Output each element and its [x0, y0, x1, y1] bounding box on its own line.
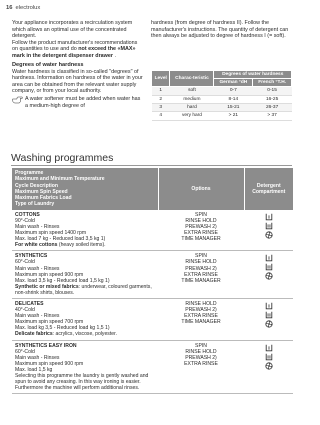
laundry-type-label: Synthetic or mixed fabrics [15, 283, 79, 290]
hardness-row [152, 104, 292, 112]
programme-name: COTTONS [15, 211, 40, 218]
programme-detail: Main wash - Rinses [15, 354, 60, 361]
programme-detail: 90°-Cold [15, 217, 35, 224]
detergent-compartment [244, 251, 293, 299]
programme-row [12, 251, 293, 299]
prewash-compartment-icon [265, 302, 273, 310]
th-characteristic: Charac-teristic [170, 71, 214, 87]
laundry-type-text: Selecting this programme the laundry is gently washed and spun to avoid any creasing. In this way ironing is easier. Furthermore the machine will perform additional rinses. [15, 373, 149, 392]
option-item: RINSE HOLD [185, 217, 217, 224]
option-item: TIME MANAGER [181, 236, 221, 243]
laundry-type-text: (heavy soiled items). [57, 242, 106, 249]
right-column [151, 20, 291, 40]
hardness-characteristic: very hard [170, 112, 214, 120]
option-item: RINSE HOLD [185, 259, 217, 266]
hardness-german: 8-14 [214, 95, 253, 103]
prewash-compartment-icon [265, 213, 273, 221]
th-degrees: Degrees of water hardness [214, 71, 292, 79]
softener-compartment-icon [265, 320, 273, 328]
main-wash-compartment-icon [265, 311, 273, 319]
prewash-compartment-icon [265, 254, 273, 262]
programme-detail: Max. load 1,5 kg [15, 366, 53, 373]
th-french: French °T.H. [253, 79, 292, 87]
hardness-heading: Degrees of water hardness [12, 62, 84, 69]
programme-detail: Max. load kg 3,5 - Reduced load kg 1,5 1) [15, 325, 110, 332]
hardness-row [152, 87, 292, 95]
th-german: German °dH [214, 79, 253, 87]
programme-description [12, 299, 158, 341]
programme-options [158, 299, 244, 341]
programme-options [158, 340, 244, 394]
programme-header-line: Maximum Spin Speed [15, 188, 68, 195]
hardness-french: 26-37 [253, 104, 292, 112]
laundry-type-label: For white cottons [15, 242, 58, 249]
hardness-french: 16-25 [253, 95, 292, 103]
detergent-icons [247, 253, 290, 280]
prewash-compartment-icon [265, 344, 273, 352]
softener-compartment-icon [265, 362, 273, 370]
programme-detail: Max. load 7 kg - Reduced load 3,5 kg 1) [15, 236, 106, 243]
laundry-type-text: : underwear, coloured garments, non-shrink shirts, blouses. [15, 283, 152, 296]
hardness-row [152, 95, 292, 103]
programme-header-line: Type of Laundry [15, 201, 55, 208]
programme-detail: 60°-Cold [15, 348, 35, 355]
programme-name: SYNTHETICS EASY IRON [15, 342, 77, 349]
detergent-compartment [244, 299, 293, 341]
hardness-characteristic: soft [170, 87, 214, 95]
hardness-row [152, 112, 292, 120]
option-item: PREWASH 2) [185, 223, 217, 230]
detergent-icons [247, 343, 290, 370]
programme-row [12, 340, 293, 394]
option-item: SPIN [195, 253, 207, 260]
detergent-compartment [244, 210, 293, 251]
option-item: PREWASH 2) [185, 265, 217, 272]
programme-header-line: Cycle Description [15, 182, 59, 189]
hardness-french: 0-15 [253, 87, 292, 95]
programme-detail: Maximum spin speed 900 rpm [15, 271, 84, 278]
programme-detail: Maximum spin speed 900 rpm [15, 360, 84, 367]
detergent-compartment [244, 340, 293, 394]
programme-name: DELICATES [15, 301, 44, 307]
option-item: EXTRA RINSE [184, 230, 218, 237]
softener-compartment-icon [265, 231, 273, 239]
th-programme [12, 168, 158, 210]
programme-detail: Maximum spin speed 700 rpm [15, 319, 84, 326]
programme-options [158, 251, 244, 299]
option-item: EXTRA RINSE [184, 360, 218, 367]
programmes-table [12, 168, 293, 394]
detergent-icons [247, 212, 290, 239]
option-item: RINSE HOLD [185, 348, 217, 355]
detergent-icons [247, 301, 290, 328]
follow-paragraph [12, 40, 144, 60]
hardness-german: 15-21 [214, 104, 253, 112]
programme-detail: Maximum spin speed 1400 rpm [15, 230, 87, 237]
th-detergent: Detergent Compartment [244, 168, 293, 210]
programme-options [158, 210, 244, 251]
programme-detail: Main wash - Rinses [15, 313, 60, 320]
softener-compartment-icon [265, 272, 273, 280]
right-text: hardness (from degree of hardness II). Follow the manufacturer's instructions. The quantity of detergent can then always be adjusted to degree of hardness I (= soft). [151, 20, 289, 40]
note-paragraph [12, 96, 144, 109]
th-options: Options [158, 168, 244, 210]
option-item: EXTRA RINSE [184, 313, 218, 320]
follow-post: . [112, 52, 116, 59]
programme-description [12, 340, 158, 394]
left-column [12, 20, 144, 109]
programme-description [12, 251, 158, 299]
option-item: TIME MANAGER [181, 319, 221, 326]
hardness-characteristic: hard [170, 104, 214, 112]
hardness-german: 0-7 [214, 87, 253, 95]
programme-header-line: Maximum and Minimum Temperature [15, 176, 105, 183]
hardness-level: 3 [152, 104, 170, 112]
section-title: Washing programmes [11, 152, 114, 164]
pointing-hand-icon [12, 96, 23, 104]
laundry-type-label: Delicate fabrics [15, 331, 53, 338]
hardness-characteristic: medium [170, 95, 214, 103]
hardness-level: 4 [152, 112, 170, 120]
section-divider [11, 165, 292, 166]
brand-name: electrolux [15, 5, 41, 11]
main-wash-compartment-icon [265, 353, 273, 361]
programme-detail: Max. load 3,5 kg - Reduced load 1,5 kg 1) [15, 277, 110, 284]
hardness-text: Water hardness is classified in so-called "degrees" of hardness. Information on hardness of the water in your area can be obtained from the relevant water supply company, or from your local authority. [12, 68, 143, 95]
hardness-french: > 37 [253, 112, 292, 120]
hardness-level: 2 [152, 95, 170, 103]
hardness-german: > 21 [214, 112, 253, 120]
option-item: SPIN [195, 211, 207, 218]
page-header [6, 5, 40, 11]
intro-paragraph: Your appliance incorporates a recirculation system which allows an optimal use of the concentrated detergent. [12, 20, 133, 40]
follow-bold: not exceed the «MAX» mark in the detergent dispenser drawer [12, 46, 136, 59]
programme-detail: Main wash - Rinses [15, 265, 60, 272]
programme-detail: 40°-Cold [15, 307, 35, 314]
option-item: PREWASH 2) [185, 307, 217, 314]
option-item: SPIN [195, 342, 207, 349]
option-item: PREWASH 2) [185, 354, 217, 361]
option-item: EXTRA RINSE [184, 271, 218, 278]
main-wash-compartment-icon [265, 263, 273, 271]
follow-pre: Follow the product manufacturer's recommendations on quantities to use and do [12, 39, 138, 53]
programme-row [12, 299, 293, 341]
programme-row [12, 210, 293, 251]
programme-detail: Main wash - Rinses [15, 223, 60, 230]
programme-header-line: Maximum Fabrics Load [15, 195, 72, 202]
page-number: 16 [6, 5, 13, 11]
programme-name: SYNTHETICS [15, 253, 48, 260]
programme-description [12, 210, 158, 251]
th-level: Level [152, 71, 170, 87]
option-item: RINSE HOLD [185, 301, 217, 307]
note-text: A water softener must be added when water has a medium-high degree of [25, 96, 141, 109]
hardness-table [151, 70, 292, 121]
main-wash-compartment-icon [265, 222, 273, 230]
programme-header-line: Programme [15, 170, 44, 176]
hardness-level: 1 [152, 87, 170, 95]
programme-detail: 60°-Cold [15, 259, 35, 266]
option-item: TIME MANAGER [181, 277, 221, 284]
laundry-type-text: : acrylics, viscose, polyester. [52, 331, 117, 338]
